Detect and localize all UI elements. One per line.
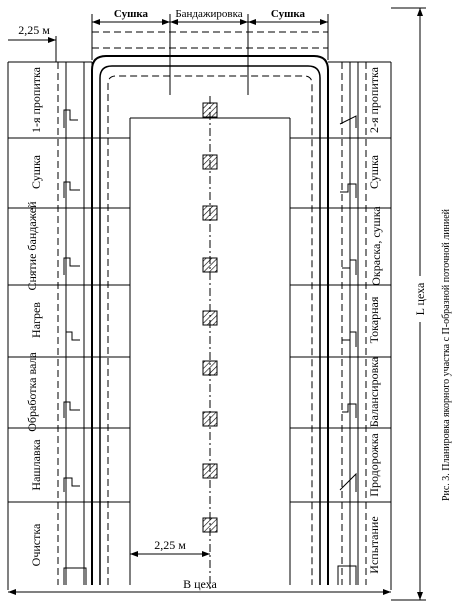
pallet	[203, 206, 217, 220]
top-dryer-right-label: Сушка	[270, 8, 306, 20]
exit-arrow	[8, 577, 391, 595]
pallet	[203, 311, 217, 325]
station-label: Сушка	[29, 155, 43, 189]
pallet	[203, 412, 217, 426]
figure-caption: Рис. 3. Планировка якорного участка с П-образной поточной линией	[441, 208, 452, 502]
exit-label: В цеха	[183, 577, 217, 591]
station-label: Балансировка	[367, 356, 381, 428]
left-dim-label: 2,25 м	[18, 23, 50, 37]
bottom-dim-label: 2,25 м	[154, 538, 186, 552]
station-label: 1-я пропитка	[29, 67, 43, 133]
station-label: 2-я пропитка	[367, 67, 381, 133]
station-label: Токарная	[367, 296, 381, 344]
shop-walls	[8, 62, 391, 590]
pallet	[203, 361, 217, 375]
station-label: Нашлавка	[29, 439, 43, 491]
top-banding-label: Бандажировка	[175, 8, 243, 20]
left-dimension	[8, 23, 56, 62]
station-label: Снятие бандажей	[25, 201, 39, 291]
length-dimension	[391, 8, 432, 600]
station-label: Окраска, сушка	[369, 206, 383, 286]
pallet	[203, 155, 217, 169]
station-label: Продорожка	[367, 433, 381, 497]
top-dryer-left-label: Сушка	[113, 8, 149, 20]
right-station-labels	[367, 66, 383, 573]
station-label: Сушка	[367, 155, 381, 189]
station-label: Обработка вала	[25, 352, 39, 432]
pallet	[203, 103, 217, 117]
pallet	[203, 518, 217, 532]
pallet	[203, 258, 217, 272]
station-dividers	[8, 138, 391, 502]
station-label: Очистка	[29, 523, 43, 567]
central-transfer-line	[203, 96, 217, 590]
left-station-labels	[25, 66, 43, 566]
station-label: Нагрев	[29, 302, 43, 338]
length-label: L цеха	[413, 282, 427, 316]
pallet	[203, 464, 217, 478]
bottom-dimension	[130, 538, 210, 557]
station-label: Испытание	[367, 516, 381, 574]
top-dimension-zone	[92, 8, 328, 95]
